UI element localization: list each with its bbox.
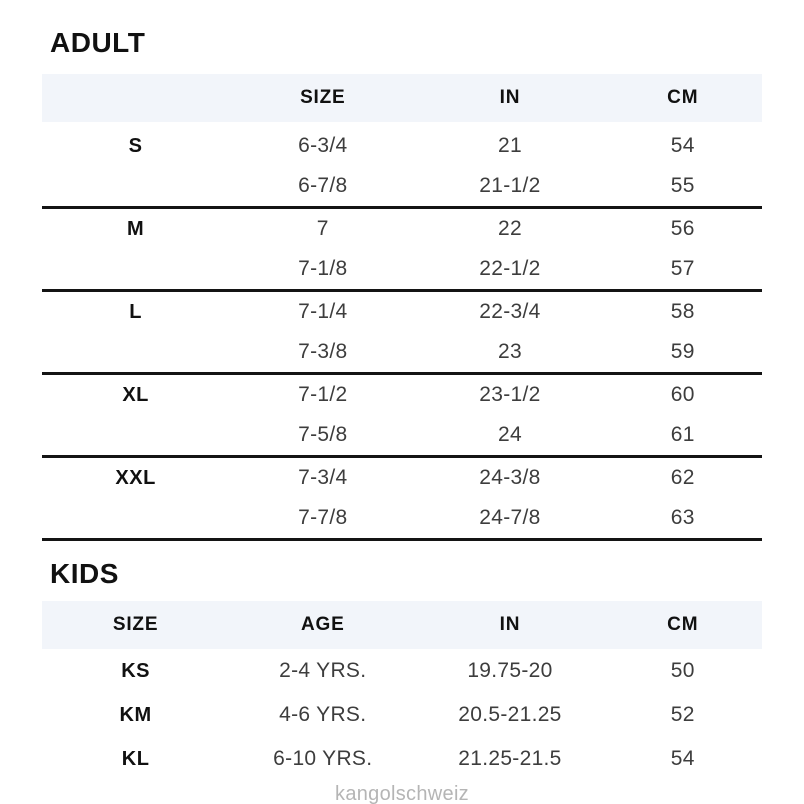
- value-cell: 7-1/8: [298, 257, 348, 280]
- value-cell: 23-1/2: [479, 383, 541, 406]
- value-cell: 19.75-20: [467, 659, 553, 682]
- adult-table-header-row: [42, 74, 762, 122]
- header-cell-cm: CM: [667, 614, 699, 635]
- size-label-cell: KM: [119, 703, 152, 726]
- value-cell: 59: [670, 340, 695, 363]
- value-cell: 56: [670, 217, 695, 240]
- size-label-cell: M: [127, 217, 145, 240]
- value-cell: 61: [670, 423, 695, 446]
- size-label-cell: L: [129, 300, 142, 323]
- table-row: [42, 166, 762, 206]
- table-row: [42, 458, 762, 498]
- size-group: [42, 209, 762, 292]
- table-row: [42, 693, 762, 737]
- watermark: kangolschweiz: [335, 783, 469, 804]
- table-row: [42, 249, 762, 289]
- header-cell-size: SIZE: [300, 87, 346, 108]
- table-row: [42, 375, 762, 415]
- header-cell-in: IN: [499, 614, 521, 635]
- size-label-cell: XL: [122, 383, 149, 406]
- size-label-cell: XXL: [115, 466, 156, 489]
- adult-section-title: ADULT: [50, 27, 146, 58]
- value-cell: 21-1/2: [479, 174, 541, 197]
- value-cell: 60: [670, 383, 695, 406]
- table-row: [42, 649, 762, 693]
- value-cell: 7-3/4: [298, 466, 348, 489]
- value-cell: 2-4 YRS.: [279, 659, 367, 682]
- header-cell-in: IN: [499, 87, 521, 108]
- size-label-cell: S: [128, 134, 143, 157]
- size-group: [42, 292, 762, 375]
- value-cell: 63: [670, 506, 695, 529]
- value-cell: 21.25-21.5: [458, 747, 562, 770]
- table-row: [42, 292, 762, 332]
- value-cell: 7: [316, 217, 329, 240]
- value-cell: 24: [497, 423, 522, 446]
- value-cell: 22: [497, 217, 522, 240]
- value-cell: 21: [497, 134, 522, 157]
- value-cell: 54: [670, 747, 695, 770]
- header-cell-age: AGE: [300, 614, 345, 635]
- value-cell: 57: [670, 257, 695, 280]
- size-group: [42, 375, 762, 458]
- value-cell: 22-1/2: [479, 257, 541, 280]
- size-label-cell: KL: [121, 747, 150, 770]
- adult-table-body: [42, 126, 762, 541]
- value-cell: 7-3/8: [298, 340, 348, 363]
- value-cell: 7-5/8: [298, 423, 348, 446]
- value-cell: 58: [670, 300, 695, 323]
- value-cell: 52: [670, 703, 695, 726]
- value-cell: 23: [497, 340, 522, 363]
- value-cell: 20.5-21.25: [458, 703, 562, 726]
- value-cell: 54: [670, 134, 695, 157]
- value-cell: 7-7/8: [298, 506, 348, 529]
- table-row: [42, 498, 762, 538]
- value-cell: 24-7/8: [479, 506, 541, 529]
- size-group: [42, 126, 762, 209]
- table-row: [42, 209, 762, 249]
- table-row: [42, 737, 762, 781]
- value-cell: 50: [670, 659, 695, 682]
- value-cell: 6-10 YRS.: [273, 747, 373, 770]
- kids-section-title: KIDS: [50, 558, 119, 589]
- kids-table-header-row: [42, 601, 762, 649]
- size-label-cell: KS: [121, 659, 150, 682]
- table-row: [42, 126, 762, 166]
- value-cell: 7-1/4: [298, 300, 348, 323]
- header-cell-size: SIZE: [112, 614, 159, 635]
- value-cell: 4-6 YRS.: [279, 703, 367, 726]
- value-cell: 55: [670, 174, 695, 197]
- table-row: [42, 332, 762, 372]
- value-cell: 62: [670, 466, 695, 489]
- value-cell: 6-3/4: [298, 134, 348, 157]
- kids-table-body: [42, 649, 762, 781]
- table-row: [42, 415, 762, 455]
- value-cell: 24-3/8: [479, 466, 541, 489]
- value-cell: 7-1/2: [298, 383, 348, 406]
- size-group: [42, 458, 762, 541]
- value-cell: 22-3/4: [479, 300, 541, 323]
- header-cell-cm: CM: [667, 87, 699, 108]
- value-cell: 6-7/8: [298, 174, 348, 197]
